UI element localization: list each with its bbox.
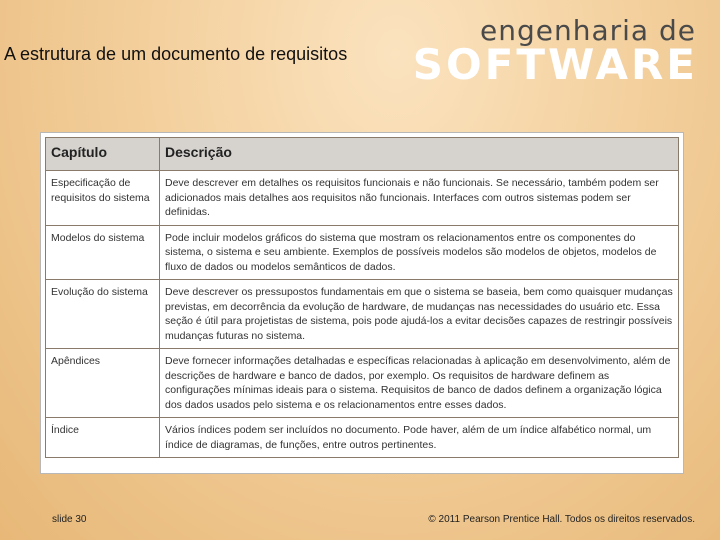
description-cell: Deve descrever em detalhes os requisitos funcionais e não funcionais. Se necessário, também podem ser adicionados mais detalhes aos requisitos não funcionais. Interfaces com outros sistemas podem ser definidas. — [160, 171, 679, 226]
table-row — [46, 171, 679, 226]
brand-logo-top: engenharia de — [480, 14, 696, 47]
chapter-cell: Modelos do sistema — [46, 225, 160, 280]
description-cell: Vários índices podem ser incluídos no documento. Pode haver, além de um índice alfabético normal, um índice de diagramas, de funções, entre outros pertinentes. — [160, 418, 679, 458]
chapter-cell: Apêndices — [46, 349, 160, 418]
table-row — [46, 349, 679, 418]
chapter-cell: Evolução do sistema — [46, 280, 160, 349]
table-row — [46, 418, 679, 458]
description-cell: Deve descrever os pressupostos fundamentais em que o sistema se baseia, bem como quaisquer mudanças previstas, em decorrência da evolução de hardware, de mudanças nas necessidades do usuário etc. Essa seção é útil para projetistas de sistema, pois pode ajudá-los a evitar decisões capazes de restringir possíveis mudanças futuras no sistema. — [160, 280, 679, 349]
brand-logo-main: SOFTWARE — [412, 40, 698, 89]
description-cell: Pode incluir modelos gráficos do sistema que mostram os relacionamentos entre os componentes do sistema, o sistema e seu ambiente. Exemplos de possíveis modelos são modelos de objetos, modelos de fluxo de dados ou modelos semânticos de dados. — [160, 225, 679, 280]
column-header-description: Descrição — [160, 138, 679, 171]
slide-number: slide 30 — [52, 514, 87, 525]
chapter-cell: Índice — [46, 418, 160, 458]
chapter-cell: Especificação de requisitos do sistema — [46, 171, 160, 226]
description-cell: Deve fornecer informações detalhadas e específicas relacionadas à aplicação em desenvolvimento, além de descrições de hardware e banco de dados, por exemplo. Os requisitos de hardware definem as configurações mínimas ideais para o sistema. Requisitos de banco de dados definem a organização lógica dos dados usados pelo sistema e os relacionamentos entre esses dados. — [160, 349, 679, 418]
slide-title: A estrutura de um documento de requisitos — [4, 44, 348, 64]
copyright-notice: © 2011 Pearson Prentice Hall. Todos os direitos reservados. — [428, 514, 695, 525]
table-row — [46, 280, 679, 349]
requirements-table — [45, 137, 679, 458]
table-row — [46, 225, 679, 280]
column-header-chapter: Capítulo — [46, 138, 160, 171]
table-header-row — [46, 138, 679, 171]
requirements-table-frame — [40, 132, 684, 474]
